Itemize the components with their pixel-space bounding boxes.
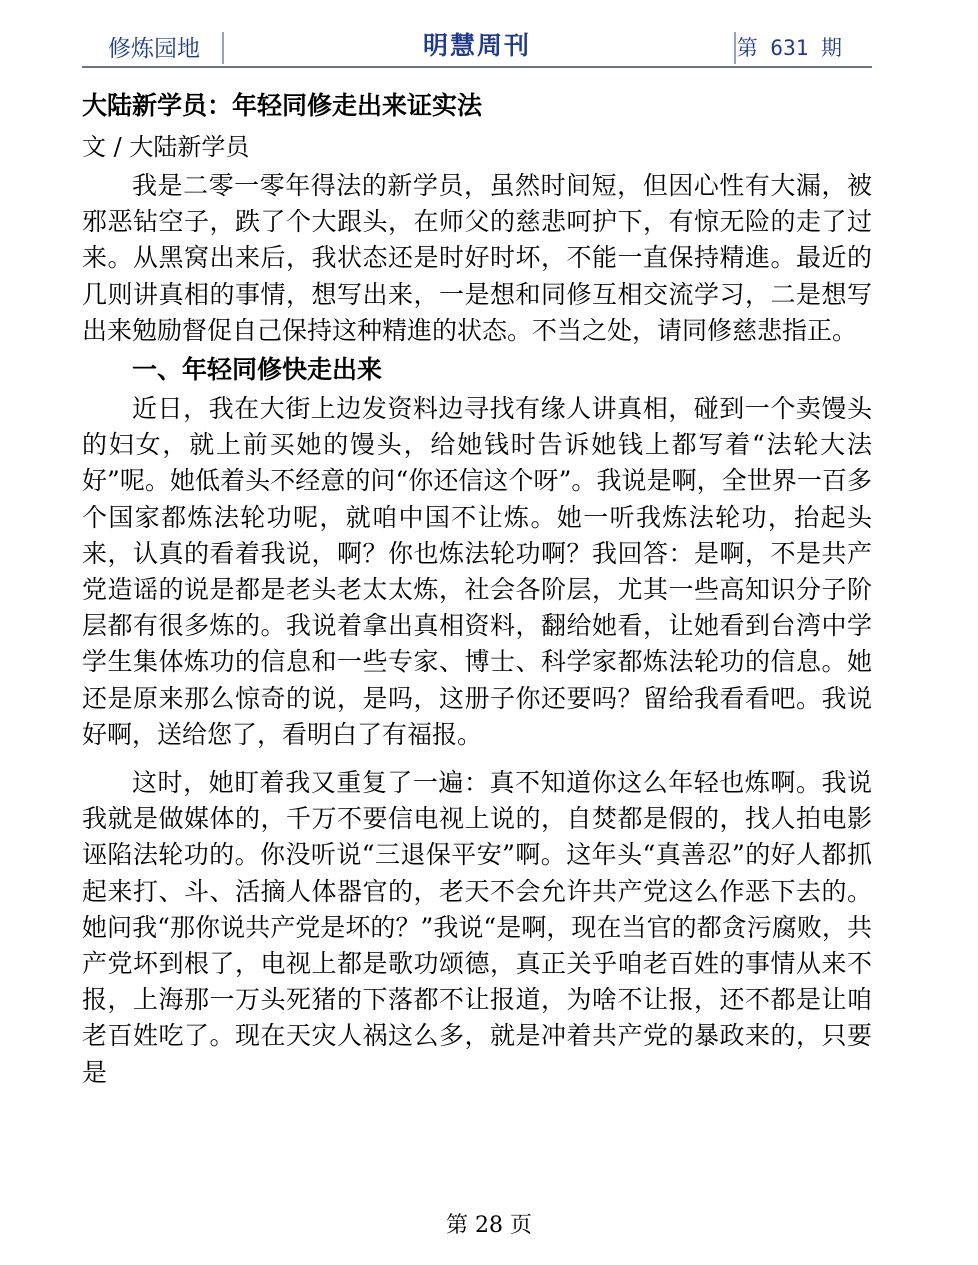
section-heading: 一、年轻同修快走出来 [132,355,383,385]
page-header [82,24,872,68]
issue-number: 第 631 期 [736,36,842,60]
body-paragraph-2: 这时，她盯着我又重复了一遍：真不知道你这么年轻也炼啊。我说我就是做媒体的，千万不要信电视上说的，自焚都是假的，找人拍电影诬陷法轮功的。你没听说“三退保平安”啊。这年头“真善忍”的好人都抓起来打、斗、活摘人体器官的，老天不会允许共产党这么作恶下去的。她问我“那你说共产党是坏的？”我说“是啊，现在当官的都贪污腐败，共产党坏到根了，电视上都是歌功颂德，真正关乎咱老百姓的事情从来不报，上海那一万头死猪的下落都不让报道，为啥不让报，还不都是让咱老百姓吃了。现在天灾人祸这么多，就是冲着共产党的暴政来的，只要是 [82,768,872,1087]
article-body [82,86,872,1091]
header-divider-right [734,32,736,64]
section-label: 修炼园地 [108,36,200,62]
page-number: 第 28 页 [446,1213,532,1238]
publication-title: 明慧周刊 [422,31,531,60]
article-title: 大陆新学员：年轻同修走出来证实法 [82,91,483,120]
header-rule [82,66,872,68]
body-paragraph-1: 近日，我在大街上边发资料边寻找有缘人讲真相，碰到一个卖馒头的妇女，就上前买她的馒头，给她钱时告诉她钱上都写着“法轮大法好”呢。她低着头不经意的问“你还信这个呀”。我说是啊，全世界一百多个国家都炼法轮功呢，就咱中国不让炼。她一听我炼法轮功，抬起头来，认真的看着我说，啊？你也炼法轮功啊？我回答：是啊，不是共产党造谣的说是都是老头老太太炼，社会各阶层，尤其一些高知识分子阶层都有很多炼的。我说着拿出真相资料，翻给她看，让她看到台湾中学学生集体炼功的信息和一些专家、博士、科学家都炼法轮功的信息。她还是原来那么惊奇的说，是吗，这册子你还要吗？留给我看看吧。我说好啊，送给您了，看明白了有福报。 [82,394,872,749]
intro-paragraph: 我是二零一零年得法的新学员，虽然时间短，但因心性有大漏，被邪恶钻空子，跌了个大跟头，在师父的慈悲呵护下，有惊无险的走了过来。从黑窝出来后，我状态还是时好时坏，不能一直保持精進。最近的几则讲真相的事情，想写出来，一是想和同修互相交流学习，二是想写出来勉励督促自己保持这种精進的状态。不当之处，请同修慈悲指正。 [82,171,872,345]
article-byline: 文 / 大陆新学员 [82,133,250,161]
